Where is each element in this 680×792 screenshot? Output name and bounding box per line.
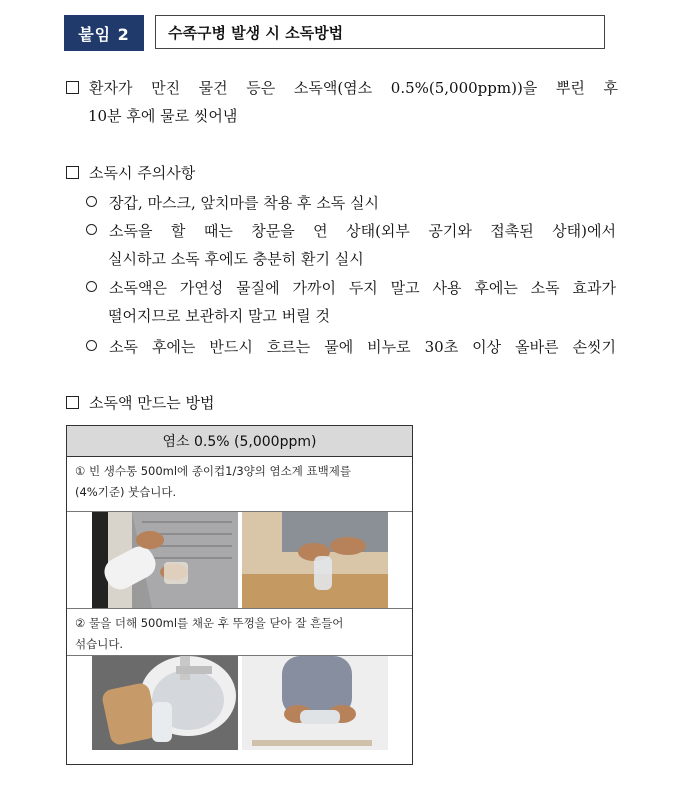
- step-1-line2: (4%기준) 붓습니다.: [75, 485, 177, 499]
- bleach-recipe-table: [66, 425, 413, 765]
- circle-bullet-icon: [86, 340, 97, 351]
- section1-line2: 10분 후에 물로 씻어냄: [88, 107, 238, 125]
- bullet-4-text: 소독 후에는 반드시 흐르는 물에 비누로 30초 이상 올바른 손씻기: [109, 338, 616, 356]
- circle-bullet-icon: [86, 224, 97, 235]
- step-1: [67, 457, 412, 512]
- bullet-2-cont: 실시하고 소독 후에도 충분히 환기 실시: [108, 250, 364, 268]
- bullet-1-text: 장갑, 마스크, 앞치마를 착용 후 소독 실시: [109, 194, 379, 212]
- pour-bleach-photo: [92, 512, 238, 608]
- bullet-4: [86, 334, 616, 360]
- section3-heading: [66, 390, 214, 416]
- square-bullet-icon: [66, 81, 79, 94]
- appendix-header: [64, 15, 344, 51]
- square-bullet-icon: [66, 396, 79, 409]
- section3-heading-text: 소독액 만드는 방법: [89, 394, 215, 412]
- step-2-line2: 섞습니다.: [75, 637, 124, 651]
- step-1-photos: [67, 512, 412, 608]
- section2-heading-text: 소독시 주의사항: [89, 164, 196, 182]
- bullet-2-text: 소독을 할 때는 창문을 연 상태(외부 공기와 접촉된 상태)에서: [109, 222, 616, 240]
- fill-water-photo: [92, 656, 238, 750]
- bullet-2: [86, 218, 616, 244]
- bullet-3-text: 소독액은 가연성 물질에 가까이 두지 말고 사용 후에는 소독 효과가: [109, 279, 616, 297]
- step-2: [67, 608, 412, 656]
- section1-text1: 환자가 만진 물건 등은 소독액(염소 0.5%(5,000ppm))을 뿌린 후: [89, 79, 618, 97]
- step-1-line1: ① 빈 생수통 500ml에 종이컵1/3양의 염소계 표백제를: [75, 464, 351, 478]
- circle-bullet-icon: [86, 196, 97, 207]
- table-title: 염소 0.5% (5,000ppm): [67, 426, 412, 457]
- bottle-photo: [242, 512, 388, 608]
- bullet-3-cont: 떨어지므로 보관하지 말고 버릴 것: [108, 307, 330, 325]
- step-2-photos: [67, 656, 412, 750]
- section2-heading: [66, 160, 195, 186]
- square-bullet-icon: [66, 166, 79, 179]
- section1-line1: [66, 75, 618, 101]
- bullet-3: [86, 275, 616, 301]
- step-2-line1: ② 물을 더해 500ml를 채운 후 뚜껑을 닫아 잘 흔들어: [75, 616, 344, 630]
- appendix-title: 수족구병 발생 시 소독방법: [155, 15, 605, 49]
- circle-bullet-icon: [86, 281, 97, 292]
- shake-bottle-photo: [242, 656, 388, 750]
- bullet-1: [86, 190, 379, 216]
- appendix-badge: 붙임 2: [64, 15, 144, 51]
